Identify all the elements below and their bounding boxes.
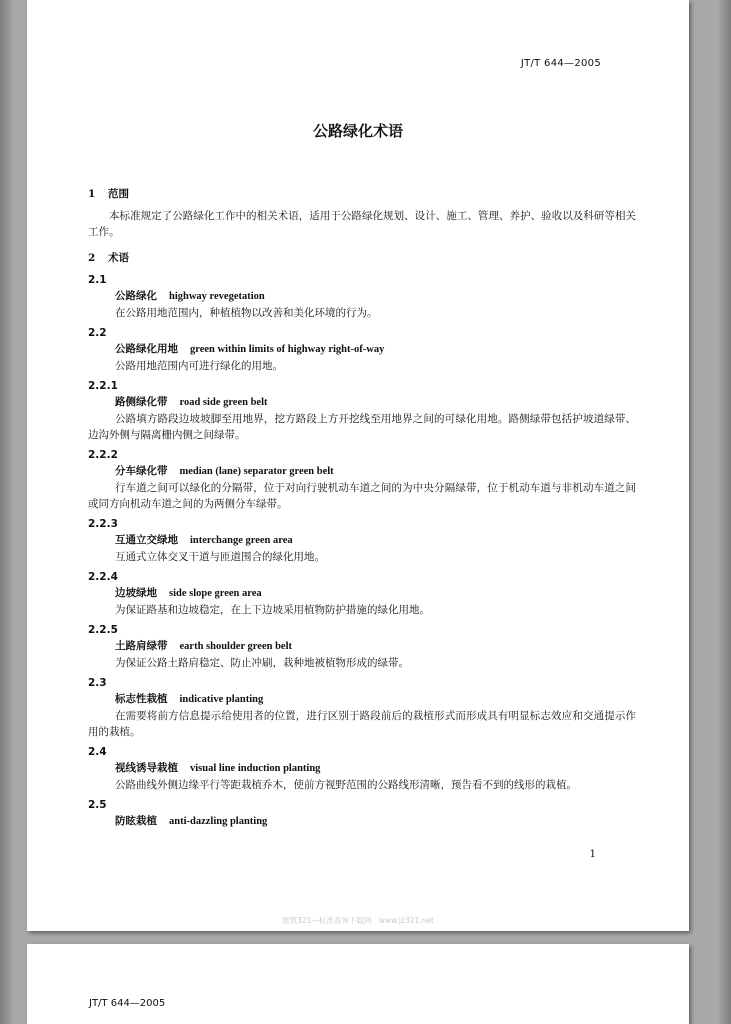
term-definition: 互通式立体交叉干道与匝道围合的绿化用地。 — [115, 551, 325, 563]
term-english: highway revegetation — [169, 291, 265, 302]
scope-paragraph: 本标准规定了公路绿化工作中的相关术语，适用于公路绿化规划、设计、施工、管理、养护、验收以及科研等相关工作。 — [88, 210, 636, 238]
term-heading — [88, 691, 636, 708]
section-heading-scope: 1 范围 — [88, 188, 129, 200]
term-number: 2.2 — [88, 327, 107, 339]
term-english: earth shoulder green belt — [179, 641, 292, 652]
term-heading — [88, 341, 636, 358]
term-definition: 为保证路基和边坡稳定，在上下边坡采用植物防护措施的绿化用地。 — [115, 604, 430, 616]
term-number: 2.3 — [88, 677, 107, 689]
term-chinese: 标志性栽植 — [115, 693, 168, 705]
term-chinese: 防眩栽植 — [115, 815, 157, 827]
term-english: indicative planting — [179, 694, 264, 705]
term-heading — [88, 813, 636, 830]
term-definition: 公路用地范围内可进行绿化的用地。 — [115, 360, 283, 372]
term-chinese: 土路肩绿带 — [115, 640, 168, 652]
term-chinese: 分车绿化带 — [115, 465, 168, 477]
term-heading — [88, 760, 636, 777]
section-heading-terms: 2 术语 — [88, 252, 129, 264]
document-page-2[interactable] — [27, 944, 689, 1024]
term-definition: 在需要将前方信息提示给使用者的位置，进行区别于路段前后的栽植形式而形成具有明显标志效应和交通提示作用的栽植。 — [88, 710, 636, 738]
document-title: 公路绿化术语 — [312, 122, 403, 140]
term-english: interchange green area — [190, 535, 293, 546]
term-number: 2.2.4 — [88, 571, 118, 583]
term-number: 2.2.5 — [88, 624, 118, 636]
term-definition: 行车道之间可以绿化的分隔带，位于对向行驶机动车道之间的为中央分隔绿带，位于机动车道与非机动车道之间或同方向机动车道之间的为两侧分车绿带。 — [88, 482, 636, 510]
document-page-1[interactable] — [27, 0, 689, 931]
term-definition: 在公路用地范围内，种植植物以改善和美化环境的行为。 — [115, 307, 378, 319]
term-english: side slope green area — [169, 588, 262, 599]
term-number: 2.2.3 — [88, 518, 118, 530]
term-english: visual line induction planting — [190, 763, 321, 774]
term-heading — [88, 394, 636, 411]
term-english: road side green belt — [179, 397, 268, 408]
terms-list — [88, 272, 636, 830]
term-chinese: 边坡绿地 — [115, 587, 157, 599]
term-number: 2.1 — [88, 274, 107, 286]
term-english: green within limits of highway right-of-way — [190, 344, 385, 355]
term-number: 2.4 — [88, 746, 107, 758]
page2-document-code: JT/T 644—2005 — [89, 998, 166, 1009]
term-number: 2.5 — [88, 799, 107, 811]
term-chinese: 公路绿化用地 — [115, 343, 178, 355]
term-chinese: 路侧绿化带 — [115, 396, 168, 408]
term-chinese: 互通立交绿地 — [115, 534, 178, 546]
term-number: 2.2.1 — [88, 380, 118, 392]
page-number: 1 — [589, 849, 596, 860]
term-heading — [88, 532, 636, 549]
page-content — [88, 180, 636, 830]
term-definition: 公路填方路段边坡坡脚至用地界，挖方路段上方开挖线至用地界之间的可绿化用地。路侧绿带包括护坡道绿带、边沟外侧与隔离栅内侧之间绿带。 — [88, 413, 636, 441]
term-chinese: 视线诱导栽植 — [115, 762, 178, 774]
term-heading — [88, 288, 636, 305]
term-heading — [88, 463, 636, 480]
term-definition: 公路曲线外侧边缘平行等距栽植乔木，使前方视野范围的公路线形清晰，预告看不到的线形的栽植。 — [115, 779, 577, 791]
term-heading — [88, 638, 636, 655]
term-number: 2.2.2 — [88, 449, 118, 461]
term-definition: 为保证公路土路肩稳定、防止冲刷，栽种地被植物形成的绿带。 — [115, 657, 409, 669]
watermark: 建筑321—标准查询下载网 www.jz321.net — [282, 916, 434, 925]
term-chinese: 公路绿化 — [115, 290, 157, 302]
document-code: JT/T 644—2005 — [520, 58, 601, 69]
term-heading — [88, 585, 636, 602]
term-english: median (lane) separator green belt — [179, 466, 334, 477]
term-english: anti-dazzling planting — [169, 816, 268, 827]
